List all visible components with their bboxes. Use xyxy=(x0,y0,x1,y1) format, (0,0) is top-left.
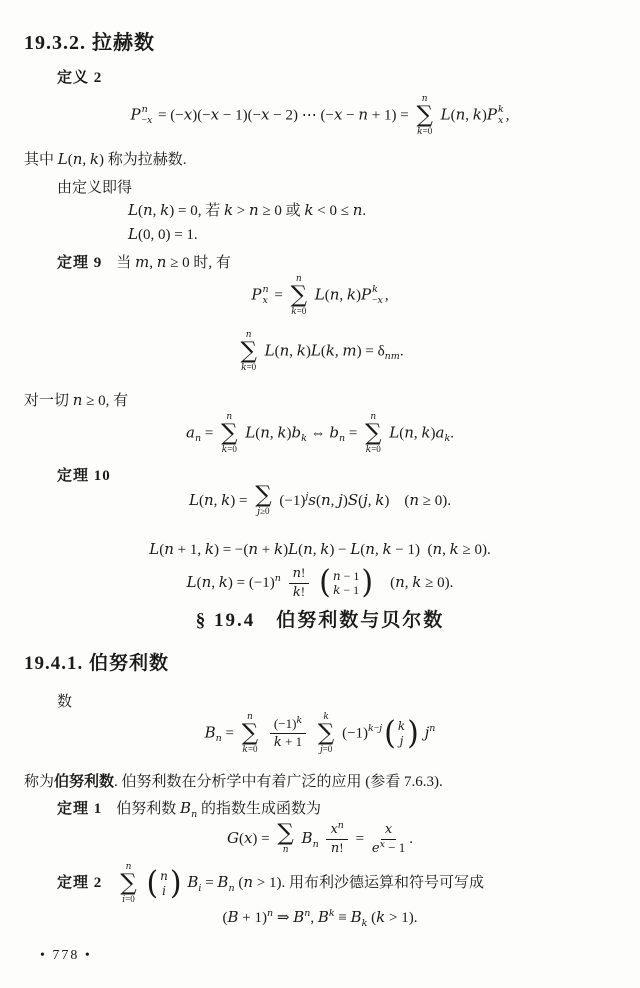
text-number-intro: 数 xyxy=(57,694,73,710)
page-number: • 778 • xyxy=(40,948,92,963)
formula-umbral: $(B + 1)^n$ ⇒ $B^n$, $B^k \equiv B_k$ (k > 1). xyxy=(222,908,418,929)
formula-lah-recurrence: L(n + 1, k) = −(n + k)L(n, k) − L(n, k − 1) (n, k ≥ 0). xyxy=(149,540,491,558)
theorem-2-line xyxy=(57,862,484,906)
theorem-9-line xyxy=(57,251,231,272)
formula-thm9-inverse: P n x = n ∑ k=0 L(n, k)P k −x , xyxy=(251,274,389,317)
definition-2-label xyxy=(57,66,116,87)
theorem-2-text: n ∑ i=0 ( n i ) $B_i = B_n$ (n > 1). 用布利沙德运算和符号可写成 xyxy=(120,862,484,905)
theorem-9-condition: 当 m, n ≥ 0 时, 有 xyxy=(116,253,231,271)
theorem-1-line xyxy=(57,797,321,818)
theorem-10-line xyxy=(57,464,125,485)
formula-lah-stirling: L(n, k) = ∑ j≥0 $(-1)^js(n$, j)S(j, k) (n ≥ 0). xyxy=(189,482,451,517)
definition-2-label-text: 定义 2 xyxy=(57,70,103,86)
theorem-10-label: 定理 10 xyxy=(57,468,111,484)
formula-lah-zero-rule: L(n, k) = 0, 若 k > n ≥ 0 或 k < 0 ≤ n. xyxy=(128,201,367,219)
text-bernoulli-named xyxy=(24,770,443,791)
named-post: . 伯努利数在分析学中有着广泛的应用 (参看 7.6.3). xyxy=(114,774,443,790)
text-forall-n: 对一切 n ≥ 0, 有 xyxy=(24,391,129,409)
formula-lah-transform: $a_n$ = n ∑ k=0 L(n, $k)b_k$ ⇔ $b_n$ = n ∑ k=0 L(n, $k)a_k$. xyxy=(186,412,454,455)
theorem-2-label: 定理 2 xyxy=(57,875,103,892)
formula-bernoulli-definition: $B_n$ = n ∑ k=0 $\frac{(-1)^k}{k + 1}$ k ∑ j=0 $(-1)^{k-j}$ ( k j ) $j^n$ xyxy=(204,712,436,755)
theorem-1-label: 定理 1 xyxy=(57,801,103,817)
formula-lah-definition: P n −x = (−x)(−x − 1)(−x − 2) ⋯ (−x − n + 1) = n ∑ k=0 L(n, k)P k x , xyxy=(130,94,510,137)
text-where-lah: 其中 L(n, k) 称为拉赫数. xyxy=(24,150,187,168)
named-pre: 称为 xyxy=(24,774,55,790)
theorem-1-text: 伯努利数 $B_n$ 的指数生成函数为 xyxy=(116,799,321,820)
section-heading-1932: 19.3.2. 拉赫数 xyxy=(24,32,155,54)
formula-lah-closed-form: L(n, $k) = (-1)^n$ $\frac{n!}{k!}$ ( n − 1 k − 1 ) (n, k ≥ 0). xyxy=(186,564,454,602)
theorem-9-label: 定理 9 xyxy=(57,255,103,271)
formula-lah-base-case: L(0, 0) = 1. xyxy=(128,225,198,243)
named-term: 伯努利数 xyxy=(54,774,115,790)
chapter-heading-194: § 19.4 伯努利数与贝尔数 xyxy=(195,610,445,631)
text-from-definition: 由定义即得 xyxy=(57,180,133,196)
formula-generating-function: G(x) = ∑ n $B_n$ $\frac{x^n}{n!}$ = $\frac{x}{e^x - 1}$ . xyxy=(226,819,414,856)
section-heading-1941: 19.4.1. 伯努利数 xyxy=(24,653,170,674)
formula-thm9-orthogonality: n ∑ k=0 L(n, k)L(k, $m) = \delta_{nm}$. xyxy=(240,330,404,373)
